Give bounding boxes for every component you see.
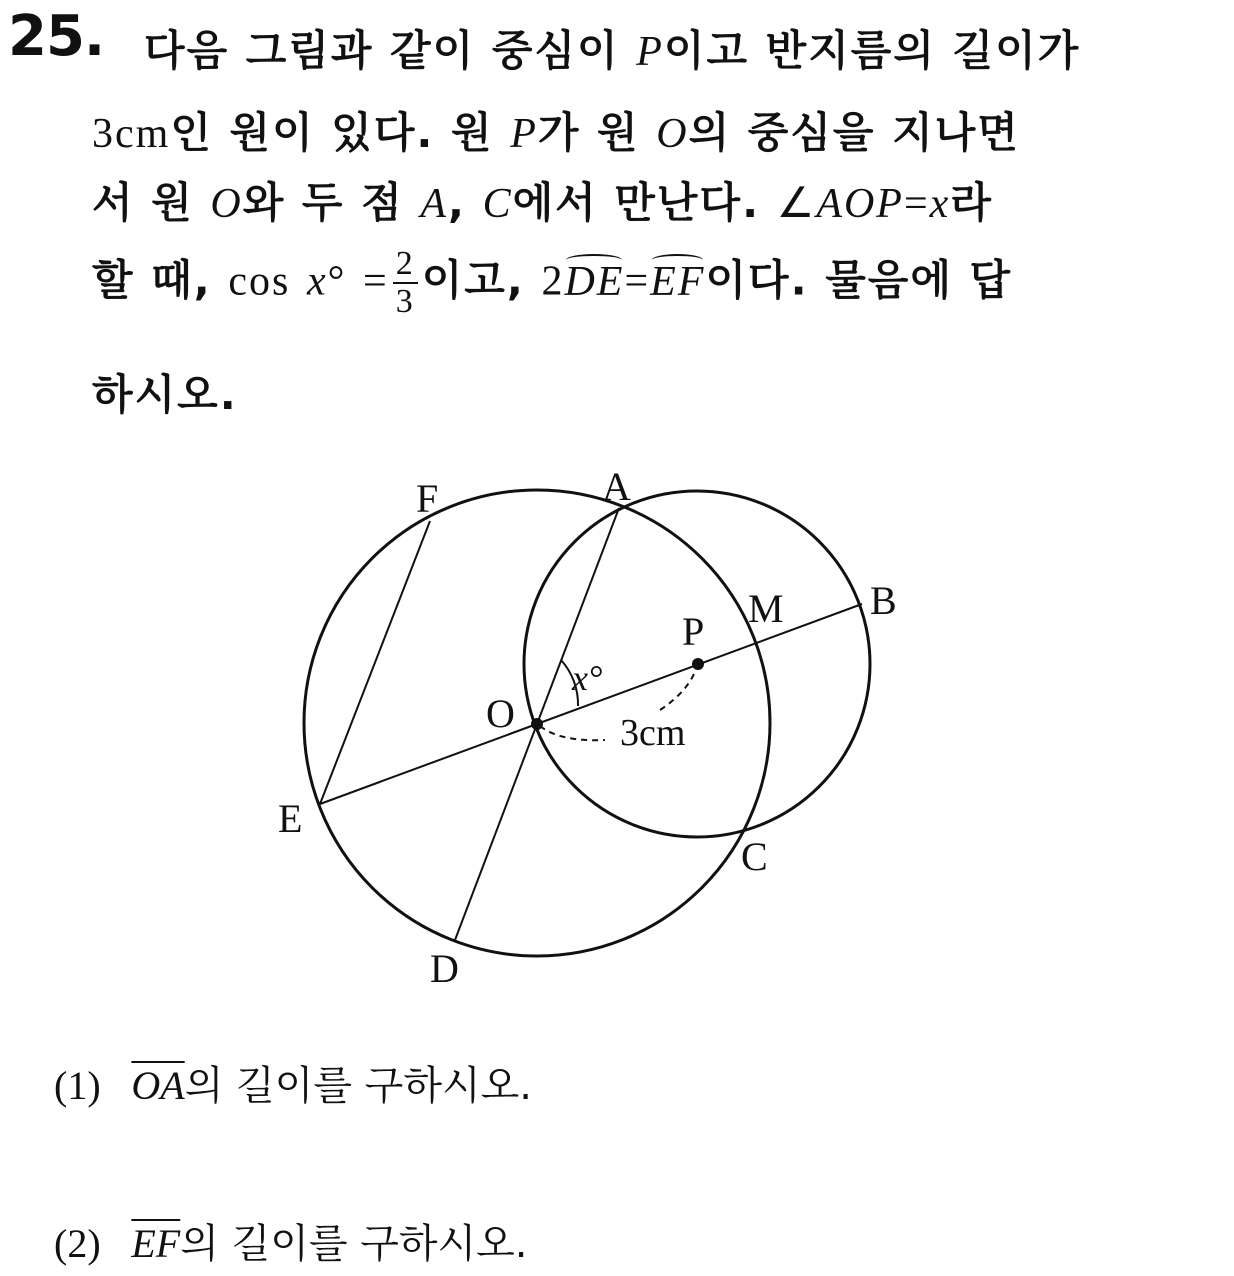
text: 할 때, xyxy=(92,255,229,305)
subquestion-text: 의 길이를 구하시오. xyxy=(180,1221,528,1267)
arc-EF: EF xyxy=(650,258,706,305)
label-C: C xyxy=(741,834,768,879)
text: 이고 반지름의 길이가 xyxy=(663,26,1081,75)
segment-EB xyxy=(320,604,862,804)
radius-dash-curve xyxy=(540,726,605,740)
angle-symbol: ∠ xyxy=(776,181,817,227)
question-number: 25. xyxy=(8,4,105,69)
text: 가 원 xyxy=(537,108,657,157)
var-A: A xyxy=(420,181,448,227)
point-O xyxy=(531,718,543,730)
segment-EF xyxy=(320,521,430,804)
text: 에서 만난다. xyxy=(512,178,777,227)
unit: cm xyxy=(115,111,171,157)
var-O: O xyxy=(656,111,689,157)
subquestion-2 xyxy=(54,1212,528,1269)
segment-OA: $\overline{OA}$ xyxy=(131,1063,185,1108)
label-O: O xyxy=(486,691,515,736)
degree: ° xyxy=(327,258,347,305)
cos: cos xyxy=(228,258,291,305)
segment-EF: $\overline{EF}$ xyxy=(131,1221,181,1266)
var-C: C xyxy=(482,181,513,227)
var-P: P xyxy=(636,29,664,75)
text: 다음 그림과 같이 중심이 xyxy=(144,26,637,75)
label-F: F xyxy=(416,476,439,521)
text: 와 두 점 xyxy=(242,178,421,227)
subquestion-number: (2) xyxy=(54,1221,101,1266)
label-radius: 3cm xyxy=(620,712,686,754)
text: 이다. 물음에 답 xyxy=(705,255,1013,305)
var-P: P xyxy=(510,111,538,157)
text: 라 xyxy=(950,178,993,227)
label-D: D xyxy=(430,946,459,991)
equals: = xyxy=(363,258,389,305)
subquestion-number: (1) xyxy=(54,1063,101,1108)
var-x: x xyxy=(306,258,328,305)
var-x: x xyxy=(929,181,951,227)
var-O: O xyxy=(210,181,243,227)
comma: , xyxy=(447,178,466,227)
label-B: B xyxy=(870,578,897,623)
coefficient: 2 xyxy=(541,258,565,305)
fraction-numerator: 2 xyxy=(393,246,418,284)
equals: = xyxy=(903,181,930,227)
arc-DE: DE xyxy=(564,258,625,305)
subquestion-text: 의 길이를 구하시오. xyxy=(184,1063,532,1109)
text: 인 원이 있다. 원 xyxy=(170,108,511,157)
label-A: A xyxy=(602,464,631,509)
label-x-degree: x° xyxy=(572,658,603,698)
label-E: E xyxy=(278,796,303,841)
subquestion-1 xyxy=(54,1054,532,1111)
equals: = xyxy=(624,258,651,305)
label-M: M xyxy=(748,586,784,631)
fraction-denominator: 3 xyxy=(395,283,415,320)
label-P: P xyxy=(682,609,705,654)
point-P xyxy=(692,658,704,670)
text: 의 중심을 지나면 xyxy=(688,108,1020,157)
value: 3 xyxy=(92,111,115,157)
text: 하시오. xyxy=(92,370,238,419)
angle-name: AOP xyxy=(816,181,904,227)
text: 서 원 xyxy=(92,178,211,227)
text: 이고, xyxy=(421,255,542,305)
